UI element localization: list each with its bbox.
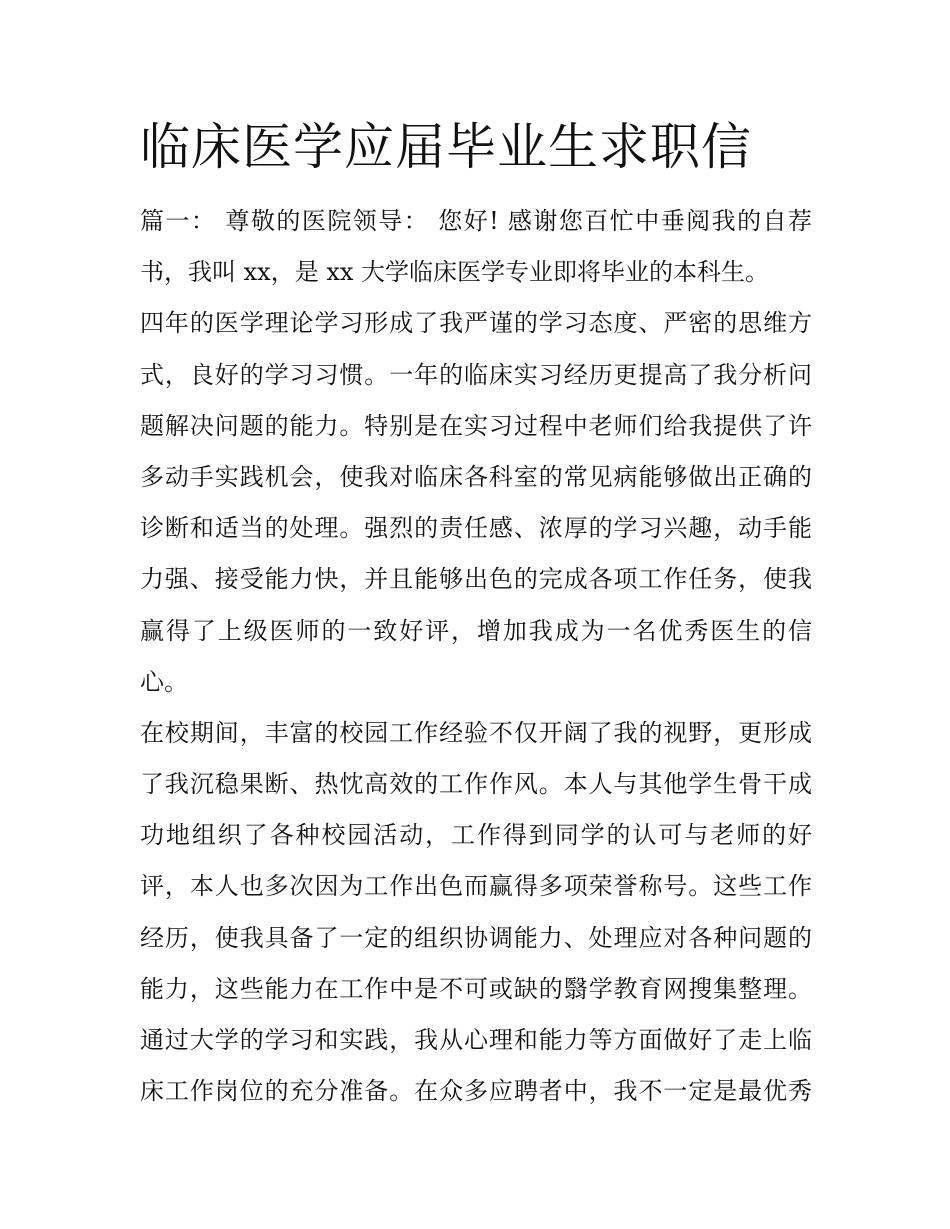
body-line: 篇一： 尊敬的医院领导： 您好! 感谢您百忙中垂阅我的自荐	[140, 207, 812, 235]
body-line: 四年的医学理论学习形成了我严谨的学习态度、严密的思维方	[140, 309, 812, 338]
body-line: 在校期间，丰富的校园工作经验不仅开阔了我的视野，更形成	[140, 718, 812, 747]
document-title: 临床医学应届毕业生求职信	[140, 118, 752, 176]
body-line: 心。	[140, 667, 188, 696]
body-line: 诊断和适当的处理。强烈的责任感、浓厚的学习兴趣，动手能	[140, 514, 812, 543]
body-line: 经历，使我具备了一定的组织协调能力、处理应对各种问题的	[140, 923, 812, 952]
body-line: 赢得了上级医师的一致好评，增加我成为一名优秀医生的信	[140, 616, 812, 645]
body-line: 床工作岗位的充分准备。在众多应聘者中，我不一定是最优秀	[140, 1077, 812, 1106]
document-body	[140, 196, 812, 1117]
body-line: 力强、接受能力快，并且能够出色的完成各项工作任务，使我	[140, 565, 812, 594]
body-line: 书，我叫 xx，是 xx 大学临床医学专业即将毕业的本科生。	[140, 258, 770, 287]
body-line: 通过大学的学习和实践，我从心理和能力等方面做好了走上临	[140, 1026, 812, 1054]
body-line: 能力，这些能力在工作中是不可或缺的翳学教育网搜集整理。	[140, 974, 812, 1003]
body-line: 功地组织了各种校园活动，工作得到同学的认可与老师的好	[140, 821, 812, 850]
body-line: 题解决问题的能力。特别是在实习过程中老师们给我提供了许	[140, 411, 812, 440]
body-line: 多动手实践机会，使我对临床各科室的常见病能够做出正确的	[140, 462, 812, 491]
body-line: 评，本人也多次因为工作出色而赢得多项荣誉称号。这些工作	[140, 872, 812, 901]
body-line: 式，良好的学习习惯。一年的临床实习经历更提高了我分析问	[140, 360, 812, 389]
body-line: 了我沉稳果断、热忱高效的工作作风。本人与其他学生骨干成	[140, 770, 812, 799]
